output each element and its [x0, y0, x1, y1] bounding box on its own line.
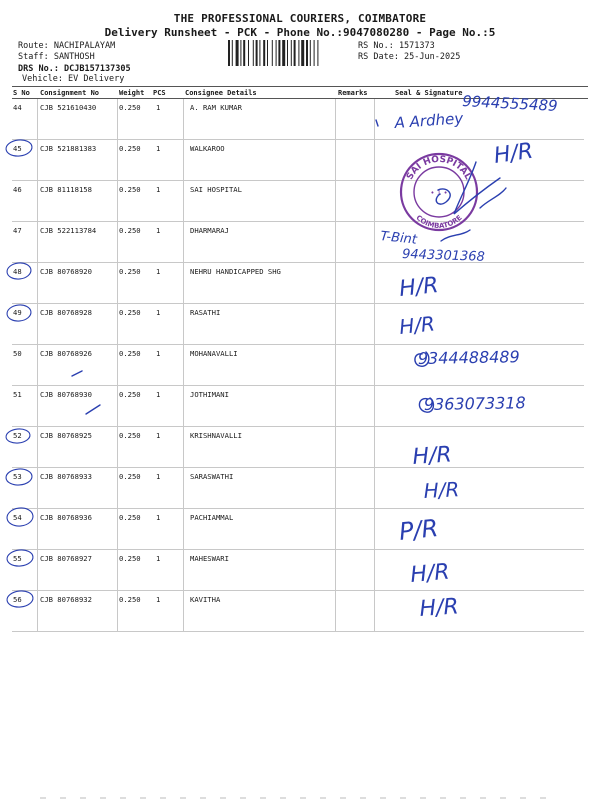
row-consignee: DHARMARAJ	[190, 226, 229, 235]
row-weight: 0.250	[119, 431, 141, 440]
row-weight: 0.250	[119, 144, 141, 153]
row45-signature: H/R	[492, 138, 535, 169]
handwritten-notes	[380, 92, 558, 622]
row-pcs: 1	[156, 308, 161, 317]
row52-signature: H/R	[411, 442, 453, 470]
row-pcs: 1	[156, 431, 161, 440]
row-sno: 51	[13, 390, 22, 399]
row-sno: 47	[13, 226, 22, 235]
col-weight: Weight	[119, 89, 145, 97]
stamp-bottom-text: COIMBATORE	[414, 213, 464, 231]
row-consignee: KAVITHA	[190, 595, 221, 604]
row54-signature: P/R	[397, 514, 440, 546]
row-consignee: KRISHNAVALLI	[190, 431, 242, 440]
row-consignment-no: CJB 80768927	[40, 554, 92, 563]
row48-signature: H/R	[398, 273, 440, 302]
row-weight: 0.250	[119, 472, 141, 481]
scan-edge	[0, 796, 600, 800]
tick-mark	[72, 371, 82, 376]
row-pcs: 1	[156, 513, 161, 522]
row-consignment-no: CJB 81118158	[40, 185, 92, 194]
row53-signature: H/R	[423, 477, 460, 503]
row-divider	[12, 139, 584, 140]
row-divider	[12, 508, 584, 509]
signature-scribble	[480, 188, 506, 208]
row-consignment-no: CJB 80768928	[40, 308, 92, 317]
row-pcs: 1	[156, 144, 161, 153]
rs-no-label: RS No.: 1571373	[358, 41, 435, 51]
row-weight: 0.250	[119, 595, 141, 604]
row-weight: 0.250	[119, 390, 141, 399]
row-sno: 46	[13, 185, 22, 194]
row-sno: 54	[13, 513, 22, 522]
row-sno: 49	[13, 308, 22, 317]
staff-label: Staff: SANTHOSH	[18, 52, 95, 62]
row-sno: 44	[13, 103, 22, 112]
row-sno: 45	[13, 144, 22, 153]
vehicle-label: Vehicle: EV Delivery	[22, 74, 125, 84]
phone-icon-mark	[419, 398, 433, 412]
stamp-top-text: SAI HOSPITAL	[405, 154, 473, 182]
row-pcs: 1	[156, 390, 161, 399]
row-consignment-no: CJB 80768925	[40, 431, 92, 440]
row-weight: 0.250	[119, 554, 141, 563]
row-pcs: 1	[156, 349, 161, 358]
row-consignee: WALKAROO	[190, 144, 225, 153]
row-consignee: RASATHI	[190, 308, 221, 317]
row-consignee: JOTHIMANI	[190, 390, 229, 399]
row56-signature: H/R	[418, 594, 460, 622]
row-sno: 53	[13, 472, 22, 481]
row50-phone: 9344488489	[417, 347, 520, 368]
col-signature: Seal & Signature	[395, 89, 463, 97]
row-consignee: NEHRU HANDICAPPED SHG	[190, 267, 281, 276]
row-consignee: PACHIAMMAL	[190, 513, 234, 522]
row-divider	[12, 426, 584, 427]
row47-name: T-Bint	[379, 229, 418, 248]
row-consignment-no: CJB 80768933	[40, 472, 92, 481]
row-sno: 52	[13, 431, 22, 440]
row-weight: 0.250	[119, 513, 141, 522]
row44-signature: A Ardhey	[394, 109, 464, 132]
row-divider	[12, 385, 584, 386]
col-pcs: PCS	[153, 89, 166, 97]
row-weight: 0.250	[119, 185, 141, 194]
row-consignee: MOHANAVALLI	[190, 349, 238, 358]
row-pcs: 1	[156, 103, 161, 112]
signature-scribble	[441, 230, 470, 241]
row51-phone: 9363073318	[423, 393, 526, 414]
row-divider	[12, 303, 584, 304]
row-consignment-no: CJB 80768930	[40, 390, 92, 399]
row-weight: 0.250	[119, 267, 141, 276]
row-consignee: SARASWATHI	[190, 472, 234, 481]
route-label: Route: NACHIPALAYAM	[18, 41, 116, 51]
row-weight: 0.250	[119, 226, 141, 235]
row-weight: 0.250	[119, 308, 141, 317]
row-consignment-no: CJB 80768932	[40, 595, 92, 604]
header-bottom-rule	[12, 98, 588, 99]
row-consignment-no: CJB 80768926	[40, 349, 92, 358]
company-title: THE PROFESSIONAL COURIERS, COIMBATORE	[173, 12, 427, 25]
row-divider	[12, 180, 584, 181]
row-consignment-no: CJB 521610430	[40, 103, 97, 112]
row-consignment-no: CJB 80768920	[40, 267, 92, 276]
row-pcs: 1	[156, 226, 161, 235]
row-sno: 50	[13, 349, 22, 358]
row-pcs: 1	[156, 267, 161, 276]
row-divider	[12, 549, 584, 550]
row-consignment-no: CJB 521881383	[40, 144, 97, 153]
row-pcs: 1	[156, 472, 161, 481]
row-divider	[12, 344, 584, 345]
phone-icon-mark	[415, 352, 429, 366]
rs-date-label: RS Date: 25-Jun-2025	[358, 52, 461, 62]
col-divider	[117, 99, 118, 632]
row55-signature: H/R	[409, 559, 451, 588]
row-number-circles	[5, 139, 34, 609]
row-divider	[12, 631, 584, 632]
row-pcs: 1	[156, 554, 161, 563]
row-divider	[12, 467, 584, 468]
row-divider	[12, 221, 584, 222]
row47-phone: 9443301368	[401, 247, 486, 265]
row-consignment-no: CJB 80768936	[40, 513, 92, 522]
tick-mark	[376, 120, 378, 126]
row-sno: 56	[13, 595, 22, 604]
row-weight: 0.250	[119, 103, 141, 112]
row-pcs: 1	[156, 595, 161, 604]
row-weight: 0.250	[119, 349, 141, 358]
row-sno: 55	[13, 554, 22, 563]
row-sno: 48	[13, 267, 22, 276]
col-sno: S No	[13, 89, 30, 97]
runsheet-subtitle: Delivery Runsheet - PCK - Phone No.:9047080280 - Page No.:5	[104, 26, 496, 39]
row-divider	[12, 590, 584, 591]
header-top-rule	[12, 86, 588, 87]
col-remarks: Remarks	[338, 89, 368, 97]
row-pcs: 1	[156, 185, 161, 194]
signature-scribble	[454, 162, 500, 214]
col-divider	[374, 99, 375, 632]
signature-scribble	[436, 189, 450, 204]
row-consignee: MAHESWARI	[190, 554, 229, 563]
drs-label: DRS No.: DCJB157137305	[18, 64, 131, 74]
row-consignment-no: CJB 522113784	[40, 226, 97, 235]
tick-mark	[86, 405, 100, 414]
col-consignee: Consignee Details	[185, 89, 257, 97]
col-consignment: Consignment No	[40, 89, 100, 97]
row49-signature: H/R	[398, 311, 437, 339]
barcode	[228, 40, 348, 66]
row-divider	[12, 262, 584, 263]
sai-hospital-stamp	[401, 154, 477, 230]
col-divider	[183, 99, 184, 632]
stamp-center-text: • 1 •	[430, 189, 448, 197]
col-divider	[335, 99, 336, 632]
col-divider	[37, 99, 38, 632]
row44-phone: 9944555489	[461, 92, 559, 115]
svg-text:SAI HOSPITAL	[405, 155, 473, 182]
row-consignee: SAI HOSPITAL	[190, 185, 242, 194]
row-consignee: A. RAM KUMAR	[190, 103, 242, 112]
